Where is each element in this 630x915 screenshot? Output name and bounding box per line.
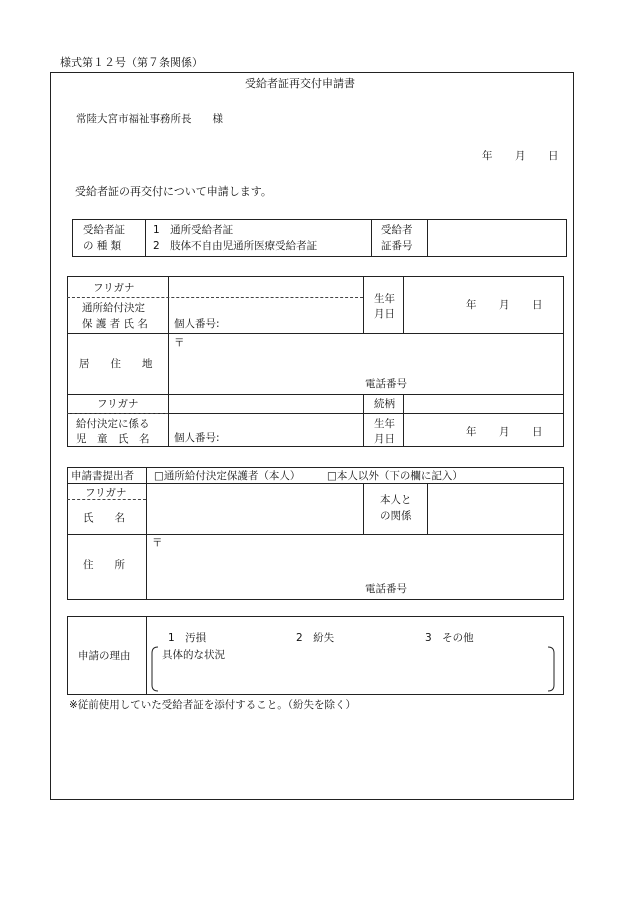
- child-furigana-label: フリガナ: [97, 398, 139, 410]
- submitter-option-other[interactable]: □本人以外（下の欄に記入）: [327, 470, 463, 482]
- submitter-postal-mark[interactable]: 〒: [152, 537, 163, 549]
- guardian-name-label-2: 保 護 者 氏 名: [82, 318, 148, 330]
- submitter-name-label: 氏 名: [83, 512, 125, 524]
- guardian-furigana-label: フリガナ: [93, 282, 135, 294]
- cert-type-option-1[interactable]: 1 通所受給者証: [153, 224, 234, 236]
- child-relation-label: 続柄: [374, 398, 395, 410]
- reason-option-other[interactable]: 3 その他: [425, 632, 474, 644]
- date-day: 日: [548, 150, 559, 162]
- submitter-label: 申請書提出者: [71, 470, 134, 482]
- guardian-birth-label-1: 生年: [374, 293, 395, 305]
- child-name-label-1: 給付決定に係る: [76, 418, 150, 430]
- guardian-my-number-label[interactable]: 個人番号:: [174, 318, 220, 330]
- child-name-label-2: 児 童 氏 名: [76, 433, 150, 445]
- cert-number-label-1: 受給者: [381, 224, 413, 236]
- cert-number-field[interactable]: [428, 220, 566, 256]
- submitter-furigana-label: フリガナ: [85, 487, 127, 499]
- date-month: 月: [515, 150, 526, 162]
- guardian-postal-mark[interactable]: 〒: [174, 337, 185, 349]
- cert-type-option-2[interactable]: 2 肢体不自由児通所医療受給者証: [153, 240, 318, 252]
- submitter-relation-field[interactable]: [428, 484, 563, 533]
- submitter-phone-label[interactable]: 電話番号: [365, 583, 407, 595]
- child-birth-label-2: 月日: [374, 433, 395, 445]
- child-birth-label-1: 生年: [374, 418, 395, 430]
- child-birth-year[interactable]: 年: [466, 426, 477, 438]
- child-relation-field[interactable]: [404, 395, 563, 413]
- submitter-option-self[interactable]: □通所給付決定保護者（本人）: [154, 470, 301, 482]
- guardian-birth-day[interactable]: 日: [532, 299, 543, 311]
- addressee: 常陸大宮市福祉事務所長 様: [76, 113, 223, 125]
- cert-type-label-1: 受給者証: [83, 224, 125, 236]
- reason-option-lost[interactable]: 2 紛失: [296, 632, 335, 644]
- reason-label: 申請の理由: [78, 650, 131, 662]
- form-title: 受給者証再交付申請書: [245, 77, 355, 90]
- cert-number-label-2: 証番号: [381, 240, 413, 252]
- intro-text: 受給者証の再交付について申請します。: [75, 185, 272, 198]
- form-number: 様式第１２号（第７条関係）: [60, 56, 203, 69]
- submitter-address-label: 住 所: [83, 559, 125, 571]
- submitter-relation-label-2: の関係: [380, 510, 412, 522]
- reason-detail-label: 具体的な状況: [162, 649, 225, 661]
- child-my-number-label[interactable]: 個人番号:: [174, 432, 220, 444]
- guardian-birth-year[interactable]: 年: [466, 299, 477, 311]
- guardian-name-label-1: 通所給付決定: [82, 302, 145, 314]
- guardian-phone-label[interactable]: 電話番号: [365, 378, 407, 390]
- reason-option-soiled[interactable]: 1 汚損: [168, 632, 207, 644]
- guardian-birth-label-2: 月日: [374, 308, 395, 320]
- date-year: 年: [482, 150, 493, 162]
- cert-type-label-2: の 種 類: [83, 240, 122, 252]
- child-birth-day[interactable]: 日: [532, 426, 543, 438]
- child-birth-month[interactable]: 月: [499, 426, 510, 438]
- reason-detail-field[interactable]: [156, 662, 552, 688]
- submitter-name-field[interactable]: [147, 484, 362, 533]
- attachment-note: ※従前使用していた受給者証を添付すること。（紛失を除く）: [69, 699, 357, 711]
- guardian-birth-month[interactable]: 月: [499, 299, 510, 311]
- submitter-relation-label-1: 本人と: [380, 494, 412, 506]
- guardian-furigana-field[interactable]: [169, 277, 362, 297]
- guardian-address-label: 居 住 地: [79, 358, 153, 370]
